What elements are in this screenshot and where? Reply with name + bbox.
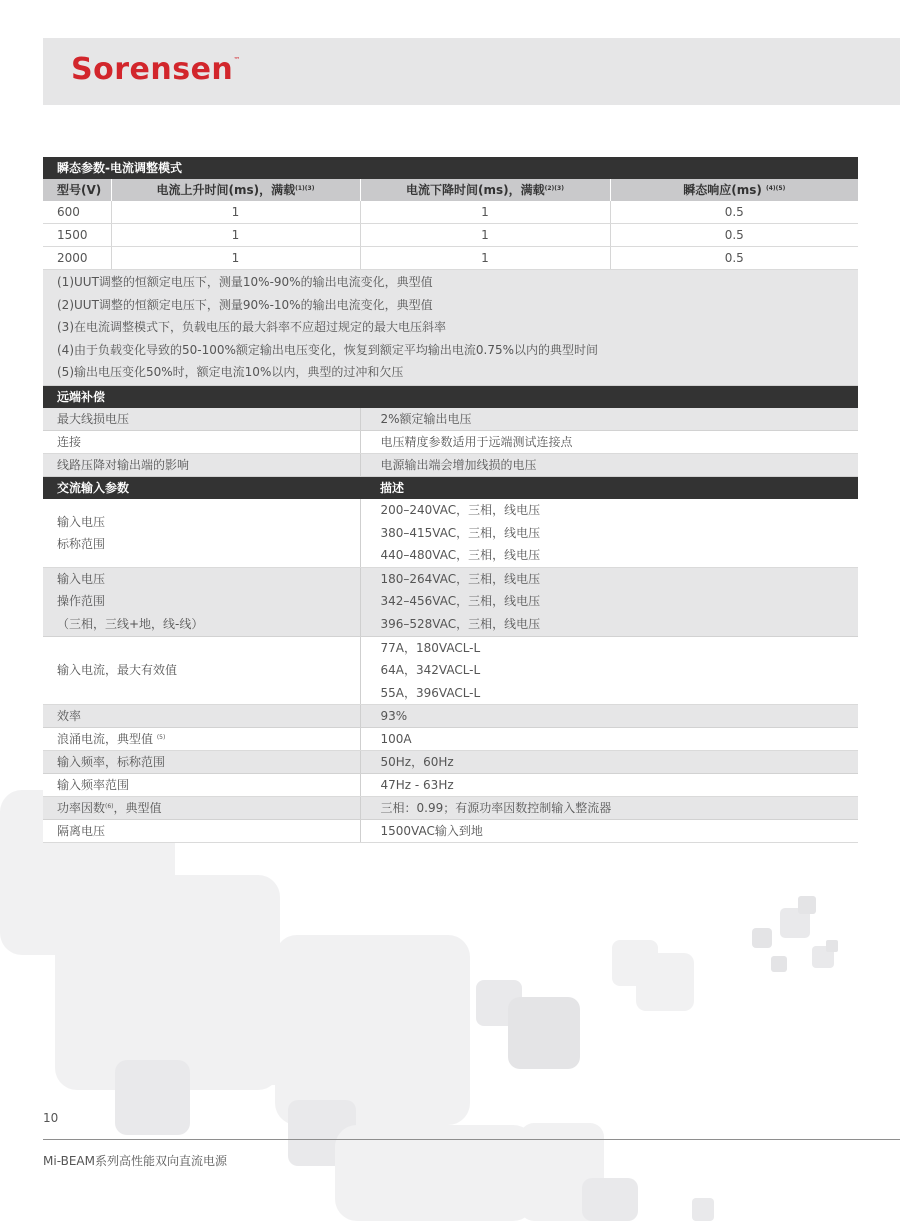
note-1: (1)UUT调整的恒额定电压下，测量10%-90%的输出电流变化，典型值	[57, 275, 433, 289]
table-row: 连接 电压精度参数适用于远端测试连接点	[43, 430, 858, 453]
table-row: 输入电流，最大有效值 77A，180VACL-L 64A，342VACL-L 55A，396VACL-L	[43, 636, 858, 705]
footer-product-name: Mi-BEAM系列高性能双向直流电源	[43, 1154, 227, 1168]
col-transient-response: 瞬态响应(ms) $^{(4)(5)}$	[610, 179, 858, 201]
table-row: 1500 1 1 0.5	[43, 224, 858, 247]
note-3: (3)在电流调整模式下，负载电压的最大斜率不应超过规定的最大电压斜率	[57, 320, 447, 335]
table-row: 功率因数$^{(6)}$，典型值 三相：0.99；有源功率因数控制输入整流器	[43, 797, 858, 820]
col-model: 型号(V)	[43, 179, 111, 201]
table-row: 浪涌电流，典型值 $^{(5)}$ 100A	[43, 728, 858, 751]
footer-divider	[43, 1139, 900, 1140]
table-row: 效率 93%	[43, 705, 858, 728]
col-rise-time: 电流上升时间(ms)，满载$^{(1)(3)}$	[111, 179, 360, 201]
table-row: 最大线损电压 2%额定输出电压	[43, 408, 858, 431]
note-2: (2)UUT调整的恒额定电压下，测量90%-10%的输出电流变化，典型值	[57, 297, 433, 312]
sorensen-logo: Sorensen™	[71, 52, 241, 87]
table-row: 输入电压 操作范围 （三相，三线+地，线-线） 180–264VAC，三相，线电压 342–456VAC，三相，线电压 396–528VAC，三相，线电压	[43, 567, 858, 636]
note-4: (4)由于负载变化导致的50-100%额定输出电压变化，恢复到额定平均输出电流0.75%以内的典型时间	[57, 342, 599, 357]
table-row: 输入频率范围 47Hz - 63Hz	[43, 774, 858, 797]
transient-column-headers	[43, 179, 858, 201]
spec-table	[43, 157, 858, 843]
table-row: 600 1 1 0.5	[43, 201, 858, 224]
table-row: 线路压降对输出端的影响 电源输出端会增加线损的电压	[43, 453, 858, 476]
transient-notes	[43, 270, 858, 386]
table-row: 2000 1 1 0.5	[43, 247, 858, 270]
note-5: (5)输出电压变化50%时，额定电流10%以内，典型的过冲和欠压	[57, 365, 404, 380]
section-header-ac-input: 交流输入参数 描述	[43, 476, 858, 499]
section-header-transient: 瞬态参数-电流调整模式	[43, 157, 858, 179]
table-row: 输入电压 标称范围 200–240VAC，三相，线电压 380–415VAC，三相，线电压 440–480VAC，三相，线电压	[43, 499, 858, 567]
page-number: 10	[43, 1111, 59, 1125]
col-fall-time: 电流下降时间(ms)，满载$^{(2)(3)}$	[360, 179, 610, 201]
page-header	[43, 38, 900, 105]
table-row: 输入频率，标称范围 50Hz，60Hz	[43, 751, 858, 774]
table-row: 隔离电压 1500VAC输入到地	[43, 820, 858, 843]
section-header-remote-sense: 远端补偿	[43, 385, 858, 408]
